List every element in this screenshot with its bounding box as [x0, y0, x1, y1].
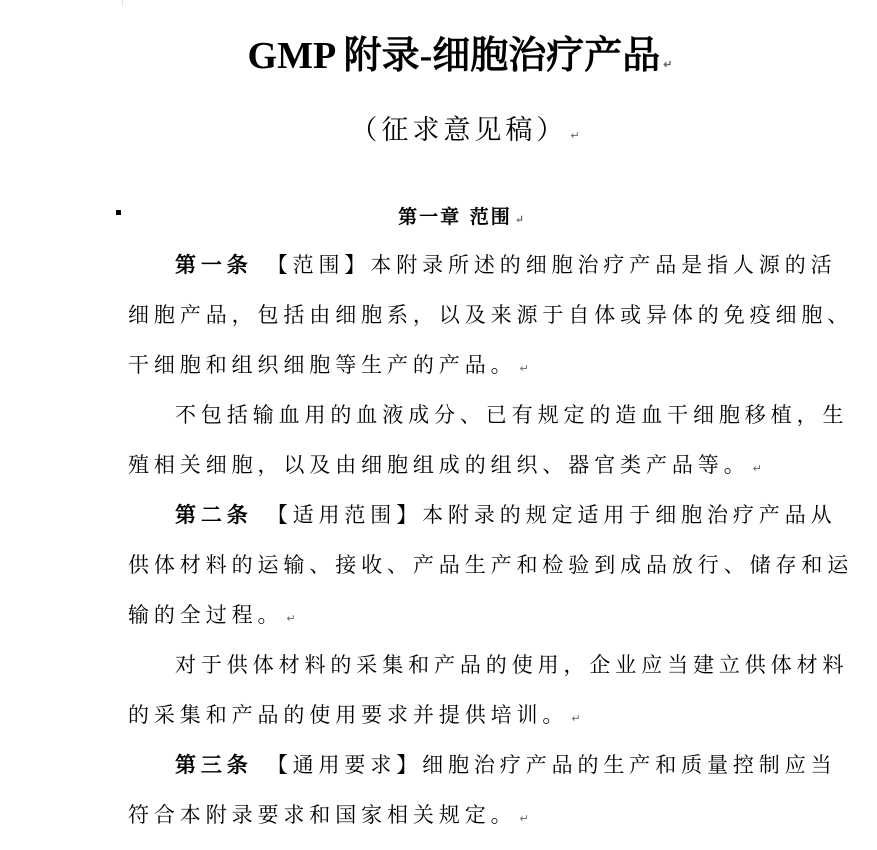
article-1-line: 第一条 【范围】本附录所述的细胞治疗产品是指人源的活	[175, 252, 837, 277]
body-line: 供体材料的运输、接收、产品生产和检验到成品放行、储存和运	[128, 553, 854, 577]
chapter-heading: 第一章 范围 ↵	[398, 206, 524, 228]
document-subtitle: （征求意见稿） ↵	[350, 115, 580, 146]
page-corner-mark	[122, 0, 123, 6]
body-line: 输的全过程。 ↵	[128, 603, 296, 627]
article-2-line: 第二条 【适用范围】本附录的规定适用于细胞治疗产品从	[175, 502, 837, 527]
body-line: 对于供体材料的采集和产品的使用，企业应当建立供体材料	[175, 653, 849, 677]
body-line: 的采集和产品的使用要求并提供培训。 ↵	[128, 703, 581, 727]
body-line: 细胞产品，包括由细胞系，以及来源于自体或异体的免疫细胞、	[128, 303, 854, 327]
body-line: 符合本附录要求和国家相关规定。 ↵	[128, 803, 529, 827]
article-3-line: 第三条 【通用要求】细胞治疗产品的生产和质量控制应当	[175, 752, 837, 777]
body-line: 干细胞和组织细胞等生产的产品。 ↵	[128, 353, 529, 377]
document-title: GMP 附录-细胞治疗产品 ↵	[247, 35, 673, 77]
body-line: 殖相关细胞，以及由细胞组成的组织、器官类产品等。 ↵	[128, 453, 762, 477]
body-line: 不包括输血用的血液成分、已有规定的造血干细胞移植，生	[175, 403, 849, 427]
